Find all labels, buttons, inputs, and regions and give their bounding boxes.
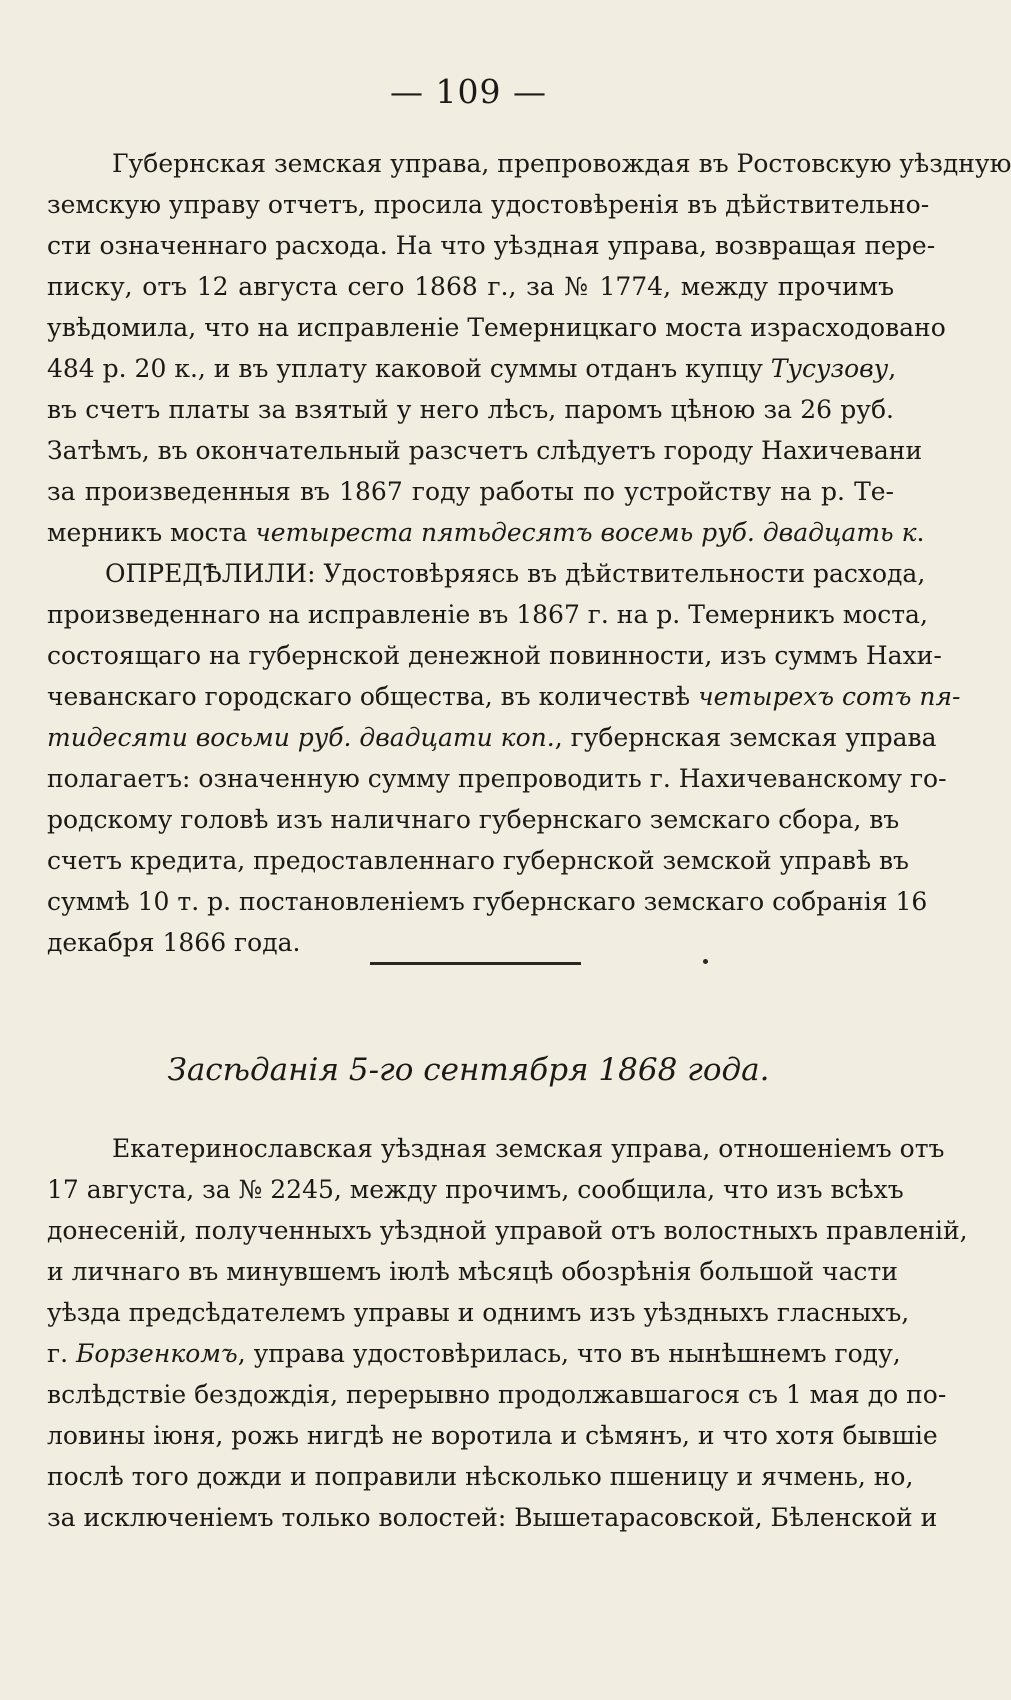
paragraph-block-2 [47, 1128, 968, 1538]
text-segment: , [888, 354, 897, 383]
text-line: ловины іюня, рожь нигдѣ не воротила и сѣмянъ, и что хотя бывшіе [47, 1421, 938, 1450]
text-line: увѣдомила, что на исправленіе Темерницкаго моста израсходовано [47, 313, 946, 342]
text-line: послѣ того дожди и поправили нѣсколько пшеницу и ячмень, но, [47, 1462, 914, 1491]
paragraph-block-1 [47, 143, 1011, 963]
text-line: донесеній, полученныхъ уѣздной управой отъ волостныхъ правленій, [47, 1216, 968, 1245]
text-segment: , управа удостовѣрилась, что въ нынѣшнемъ году, [237, 1339, 901, 1368]
text-line: суммѣ 10 т. р. постановленіемъ губернскаго земскаго собранія 16 [47, 887, 928, 916]
text-line: земскую управу отчетъ, просила удостовѣренія въ дѣйствительно- [47, 190, 930, 219]
text-line: въ счетъ платы за взятый у него лѣсъ, паромъ цѣною за 26 руб. [47, 395, 894, 424]
text-line: за исключеніемъ только волостей: Вышетарасовской, Бѣленской и [47, 1503, 938, 1532]
text-segment: , губернская земская управа [554, 723, 937, 752]
text-line: счетъ кредита, предоставленнаго губернской земской управѣ въ [47, 846, 909, 875]
resolution-line: ОПРЕДѢЛИЛИ: Удостовѣряясь въ дѣйствительности расхода, [105, 559, 926, 588]
text-line: сти означеннаго расхода. На что уѣздная управа, возвращая пере- [47, 231, 936, 260]
text-line: состоящаго на губернской денежной повинности, изъ суммъ Нахи- [47, 641, 942, 670]
text-line [47, 348, 897, 389]
page-number: — 109 — [390, 72, 547, 111]
text-line: Губернская земская управа, препровождая въ Ростовскую уѣздную [112, 149, 1011, 178]
text-line: полагаетъ: означенную сумму препроводить г. Нахичеванскому го- [47, 764, 947, 793]
text-line: родскому головѣ изъ наличнаго губернскаго земскаго сбора, въ [47, 805, 900, 834]
text-segment: чеванскаго городскаго общества, въ количествѣ [47, 682, 699, 711]
italic-amount: тидесяти восьми руб. двадцати коп. [47, 723, 555, 752]
italic-name: Тусузову [770, 354, 889, 383]
section-divider [370, 962, 581, 965]
italic-amount: четыреста пятьдесятъ восемь руб. двадцать к [255, 518, 917, 547]
text-line [47, 717, 937, 758]
text-line: декабря 1866 года. [47, 928, 301, 957]
text-segment: мерникъ моста [47, 518, 256, 547]
text-line: за произведенныя въ 1867 году работы по устройству на р. Те- [47, 477, 894, 506]
text-line: произведеннаго на исправленіе въ 1867 г. на р. Темерникъ моста, [47, 600, 928, 629]
italic-amount: четырехъ сотъ пя- [698, 682, 961, 711]
text-line: вслѣдствіе бездождія, перерывно продолжавшагося съ 1 мая до по- [47, 1380, 947, 1409]
text-line: писку, отъ 12 августа сего 1868 г., за № 1774, между прочимъ [47, 272, 894, 301]
text-line: уѣзда предсѣдателемъ управы и однимъ изъ уѣздныхъ гласныхъ, [47, 1298, 910, 1327]
text-line: Екатеринославская уѣздная земская управа, отношеніемъ отъ [112, 1134, 945, 1163]
text-line [47, 512, 925, 553]
text-segment: 484 р. 20 к., и въ уплату каковой суммы отданъ купцу [47, 354, 771, 383]
italic-name: Борзенкомъ [76, 1339, 238, 1368]
divider-dot [703, 959, 708, 964]
text-segment: г. [47, 1339, 76, 1368]
text-line [47, 1333, 901, 1374]
session-heading: Засѣданія 5-го сентября 1868 года. [167, 1052, 770, 1088]
text-segment: . [916, 518, 925, 547]
text-line [47, 676, 961, 717]
text-line: 17 августа, за № 2245, между прочимъ, сообщила, что изъ всѣхъ [47, 1175, 904, 1204]
text-line: Затѣмъ, въ окончательный разсчетъ слѣдуетъ городу Нахичевани [47, 436, 923, 465]
text-line: и личнаго въ минувшемъ іюлѣ мѣсяцѣ обозрѣнія большой части [47, 1257, 898, 1286]
